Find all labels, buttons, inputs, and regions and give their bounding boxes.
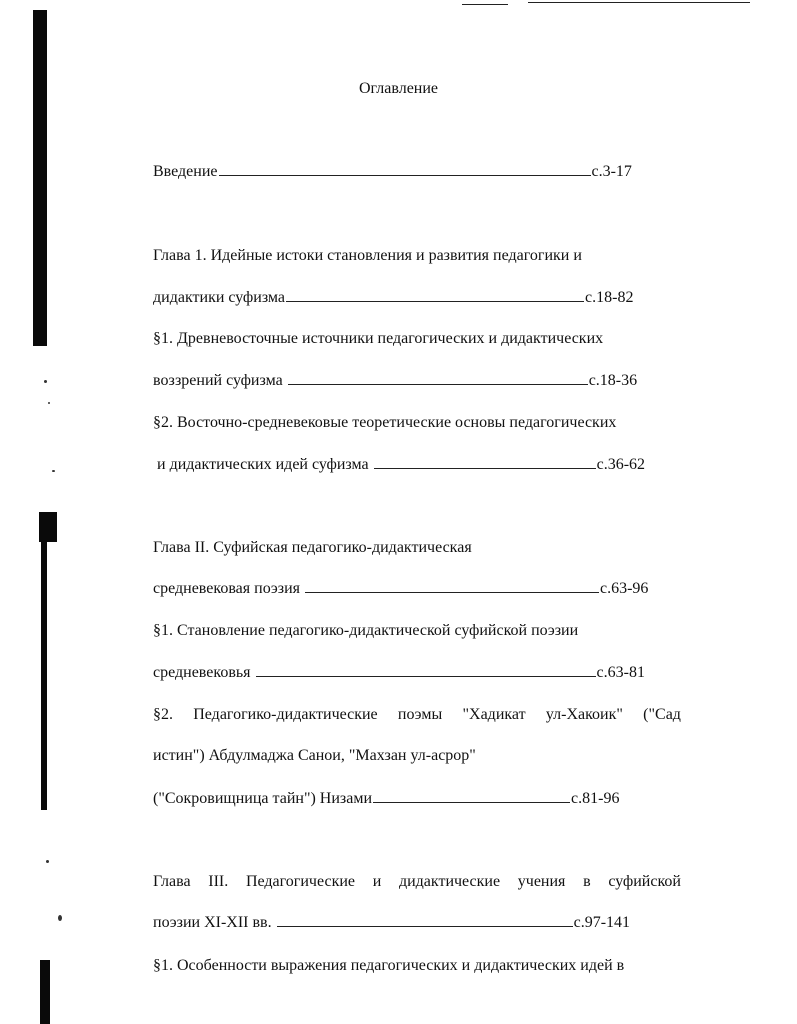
toc-entry-ch1 [153,288,633,308]
toc-section-heading: истин") Абдулмаджа Санои, "Махзан ул-асрор" [153,747,476,764]
word: Глава [153,873,191,890]
word: учения [517,873,566,890]
leader-line [374,467,596,469]
word: ("Сад [643,706,681,723]
toc-entry-intro [153,162,632,182]
toc-chapter-heading [153,872,681,892]
word: §2. [153,706,173,723]
toc-entry-label: средневековья [153,664,251,681]
word: в [583,873,591,890]
toc-entry-ch1-s1 [153,371,637,391]
leader-line [373,801,570,803]
leader-line [277,925,573,927]
toc-entry-label: ("Сокровищница тайн") Низами [153,790,373,807]
word: дидактические [398,873,501,890]
scan-speck [46,860,49,863]
word: III. [208,873,229,890]
word: поэмы [397,706,443,723]
scan-edge-artifact [41,520,47,810]
leader-line [305,591,599,593]
toc-page-range: с.18-36 [588,372,638,389]
toc-section-heading: §1. Становление педагогико-дидактической суфийской поэзии [153,622,579,639]
scan-top-rule [528,2,750,3]
word: и [372,873,382,890]
toc-chapter-heading: Глава II. Суфийская педагогико-дидактическая [153,539,472,556]
toc-page-range: с.97-141 [573,914,631,931]
page-title: Оглавление [358,80,439,97]
toc-entry-ch3 [153,913,630,933]
toc-section-heading: §2. Восточно-средневековые теоретические основы педагогических [153,414,617,431]
leader-line [219,174,591,176]
scan-speck [44,380,47,383]
toc-section-heading: §1. Особенности выражения педагогических и дидактических идей в [153,957,625,974]
scan-top-rule [462,4,508,5]
toc-section-heading: §1. Древневосточные источники педагогических и дидактических [153,330,604,347]
word: ул-Хакоик" [545,706,623,723]
toc-entry-ch1-s2 [157,455,645,475]
toc-entry-label: воззрений суфизма [153,372,283,389]
word: Педагогико-дидактические [193,706,378,723]
word: суфийской [608,873,681,890]
leader-line [286,300,584,302]
toc-entry-ch2-s2 [153,789,619,809]
toc-page-range: с.81-96 [571,790,620,807]
scan-speck [52,470,55,472]
scan-edge-artifact [33,10,47,346]
toc-section-heading [153,705,681,725]
toc-entry-label: дидактики суфизма [153,289,286,306]
word: Педагогические [245,873,355,890]
toc-page-range: с.36-62 [596,456,646,473]
toc-entry-label: и дидактических идей суфизма [157,456,369,473]
toc-entry-ch2-s1 [153,663,645,683]
toc-page-range: с.18-82 [585,289,634,306]
scan-speck [58,915,62,921]
toc-entry-label: поэзии XI-XII вв. [153,914,272,931]
scan-speck [48,402,50,404]
toc-page-range: с.63-81 [596,664,645,681]
toc-page-range: с.63-96 [600,580,649,597]
scan-edge-artifact [40,960,50,1024]
leader-line [256,675,596,677]
toc-entry-label: Введение [153,163,218,180]
toc-entry-label: средневековая поэзия [153,580,300,597]
toc-entry-ch2 [153,579,648,599]
toc-chapter-heading: Глава 1. Идейные истоки становления и развития педагогики и [153,247,582,264]
word: "Хадикат [462,706,526,723]
leader-line [288,383,588,385]
toc-page-range: с.3-17 [591,163,632,180]
